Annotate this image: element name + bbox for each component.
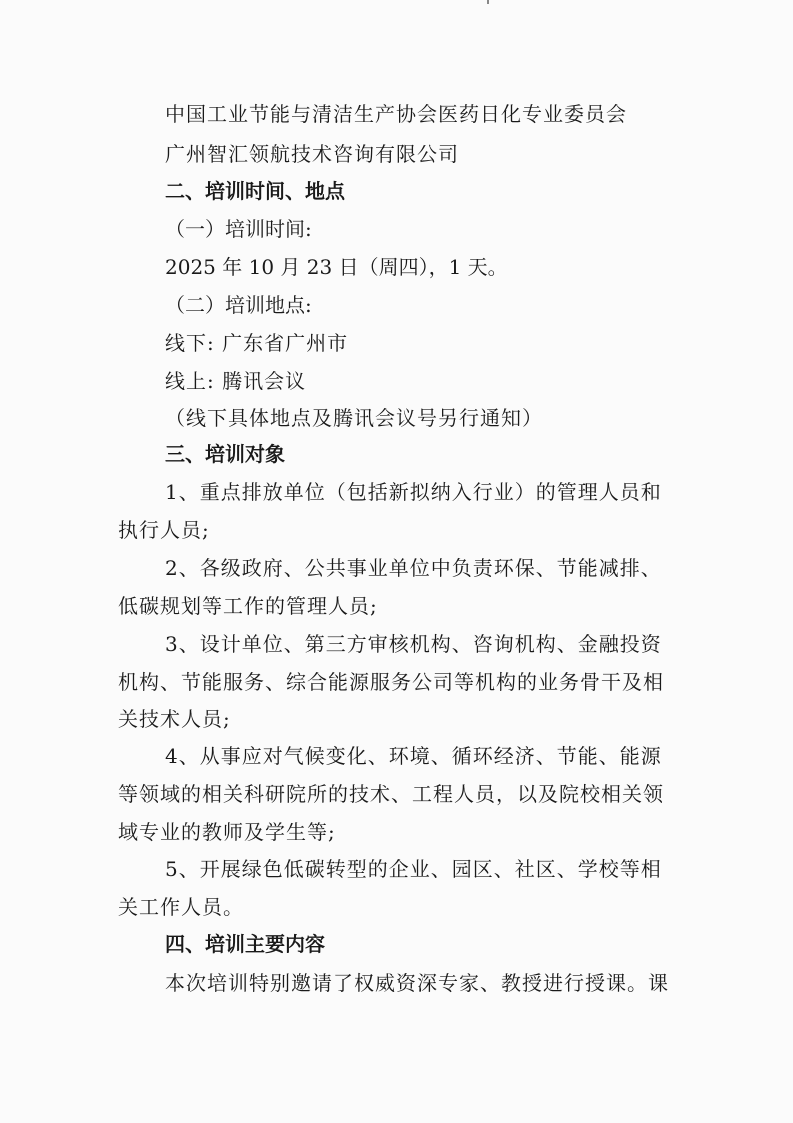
training-place-label: （二）培训地点: [165, 293, 312, 317]
section-4-intro: 本次培训特别邀请了权威资深专家、教授进行授课。课 [165, 971, 669, 995]
target-item-5-line-1: 5、开展绿色低碳转型的企业、园区、社区、学校等相 [165, 857, 662, 881]
target-item-2-line-1: 2、各级政府、公共事业单位中负责环保、节能减排、 [165, 556, 662, 580]
target-item-1-line-1: 1、重点排放单位（包括新拟纳入行业）的管理人员和 [165, 480, 662, 504]
scan-artifact [487, 0, 489, 4]
section-4-heading: 四、培训主要内容 [165, 932, 325, 956]
section-2-heading: 二、培训时间、地点 [165, 179, 345, 203]
target-item-5-line-2: 关工作人员。 [118, 895, 244, 919]
target-item-3-line-2: 机构、节能服务、综合能源服务公司等机构的业务骨干及相 [118, 670, 664, 694]
target-item-4-line-1: 4、从事应对气候变化、环境、循环经济、节能、能源 [165, 744, 662, 768]
section-3-heading: 三、培训对象 [165, 442, 285, 466]
target-item-3-line-3: 关技术人员; [118, 707, 231, 731]
org-line-2: 广州智汇领航技术咨询有限公司 [165, 142, 459, 166]
target-item-4-line-2: 等领域的相关科研院所的技术、工程人员，以及院校相关领 [118, 782, 664, 806]
training-time-value: 2025 年 10 月 23 日（周四），1 天。 [165, 255, 508, 279]
target-item-4-line-3: 域专业的教师及学生等; [118, 820, 336, 844]
offline-location: 线下: 广东省广州市 [165, 331, 349, 355]
online-location: 线上: 腾讯会议 [165, 369, 307, 393]
target-item-3-line-1: 3、设计单位、第三方审核机构、咨询机构、金融投资 [165, 632, 662, 656]
target-item-1-line-2: 执行人员; [118, 518, 210, 542]
training-time-label: （一）培训时间: [165, 217, 312, 241]
org-line-1: 中国工业节能与清洁生产协会医药日化专业委员会 [165, 102, 627, 126]
location-note: （线下具体地点及腾讯会议号另行通知） [165, 406, 543, 430]
target-item-2-line-2: 低碳规划等工作的管理人员; [118, 594, 378, 618]
